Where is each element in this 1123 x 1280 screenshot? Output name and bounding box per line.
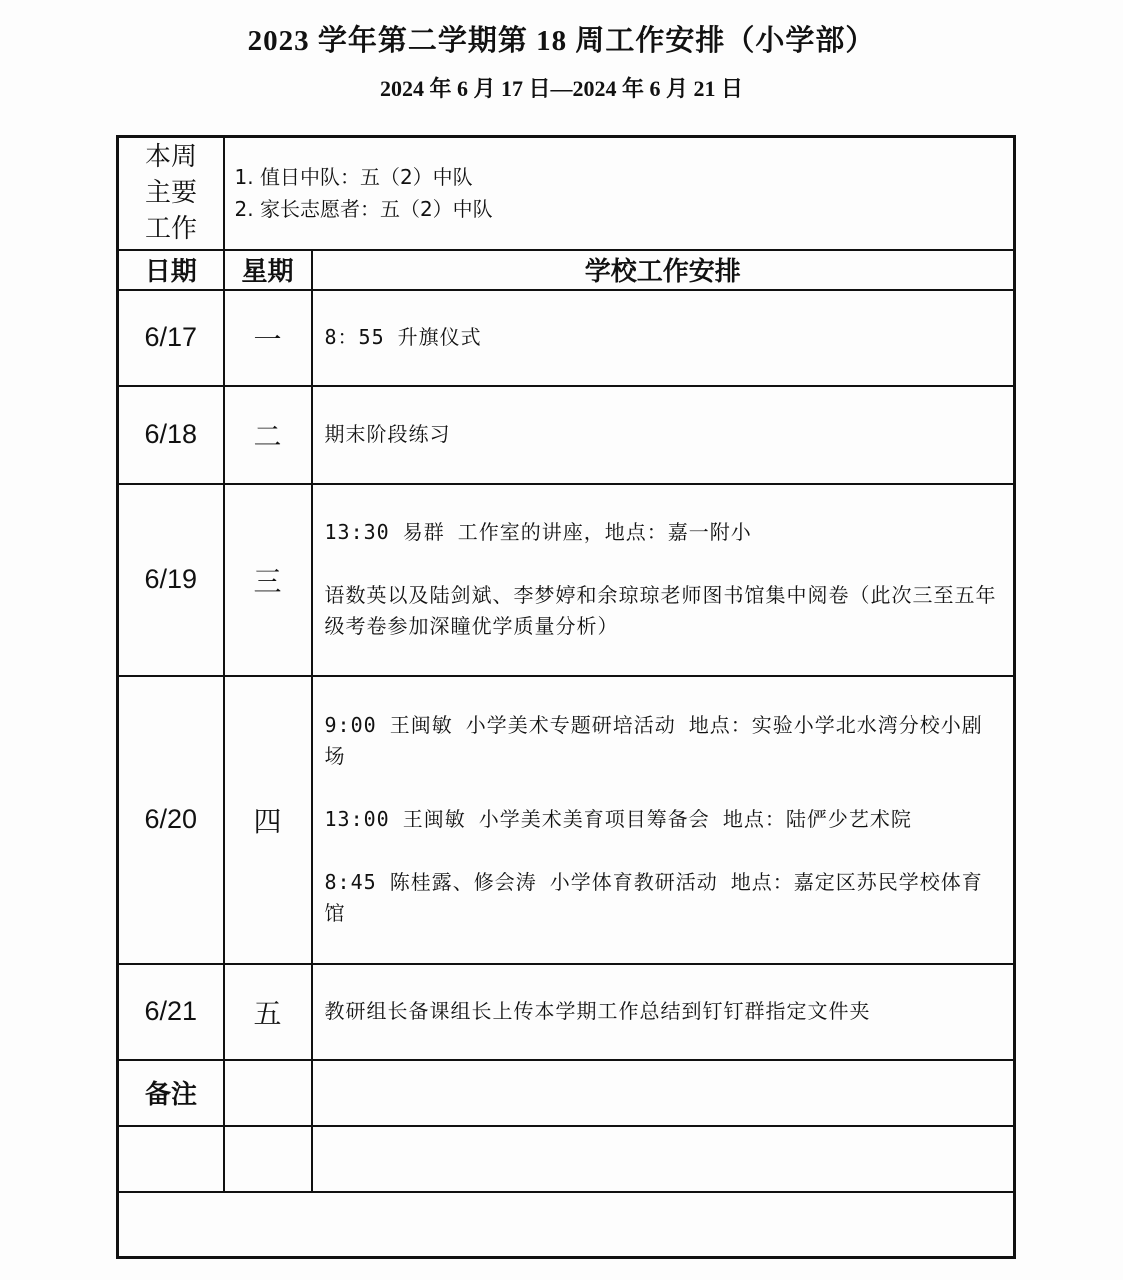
empty-row [118,1126,1015,1192]
weekday-cell: 一 [224,290,312,386]
date-cell: 6/18 [118,386,224,484]
weekly-main-item: 1. 值日中队：五（2）中队 [234,165,473,190]
arrangement-cell [312,964,1015,1060]
arrangement-item: 13:00 王闽敏 小学美术美育项目筹备会 地点：陆俨少艺术院 [324,807,912,831]
arrangement-cell [312,386,1015,484]
arrangement-item: 语数英以及陆剑斌、李梦婷和余琼琼老师图书馆集中阅卷（此次三至五年级考卷参加深瞳优学质量分析） [324,583,997,638]
arrangement-cell [312,290,1015,386]
table-row [118,386,1015,484]
header-row [118,250,1015,290]
table-row [118,290,1015,386]
table-row [118,484,1015,676]
arrangement-item: 教研组长备课组长上传本学期工作总结到钉钉群指定文件夹 [324,999,871,1023]
remarks-label: 备注 [118,1060,224,1126]
arrangement-item: 8:45 陈桂露、修会涛 小学体育教研活动 地点：嘉定区苏民学校体育馆 [324,870,983,925]
header-arrangement: 学校工作安排 [312,250,1015,290]
empty-cell [312,1126,1015,1192]
weekly-main-label: 本周主要工作 [118,137,224,250]
weekly-main-item: 2. 家长志愿者：五（2）中队 [234,197,493,222]
weekday-cell: 二 [224,386,312,484]
date-cell: 6/21 [118,964,224,1060]
schedule-table [116,135,1016,1259]
footer-row [118,1192,1015,1258]
header-weekday: 星期 [224,250,312,290]
arrangement-item: 8：55 升旗仪式 [324,325,482,349]
table-row [118,964,1015,1060]
header-date: 日期 [118,250,224,290]
empty-cell [224,1126,312,1192]
weekday-cell: 三 [224,484,312,676]
remarks-row [118,1060,1015,1126]
weekday-cell: 五 [224,964,312,1060]
empty-cell [118,1126,224,1192]
weekly-main-row [118,137,1015,250]
table-row [118,676,1015,964]
weekday-cell: 四 [224,676,312,964]
weekly-main-list [224,137,1015,250]
date-cell: 6/17 [118,290,224,386]
date-cell: 6/19 [118,484,224,676]
arrangement-item: 13:30 易群 工作室的讲座，地点：嘉一附小 [324,520,752,544]
arrangement-cell [312,676,1015,964]
remarks-empty-cell [224,1060,312,1126]
page-title: 2023 学年第二学期第 18 周工作安排（小学部） [247,25,876,57]
arrangement-cell [312,484,1015,676]
arrangement-item: 9:00 王闽敏 小学美术专题研培活动 地点：实验小学北水湾分校小剧场 [324,713,983,768]
footer-empty-cell [118,1192,1015,1258]
remarks-content-cell [312,1060,1015,1126]
arrangement-item: 期末阶段练习 [324,422,451,446]
date-cell: 6/20 [118,676,224,964]
date-range: 2024 年 6 月 17 日—2024 年 6 月 21 日 [379,76,743,101]
